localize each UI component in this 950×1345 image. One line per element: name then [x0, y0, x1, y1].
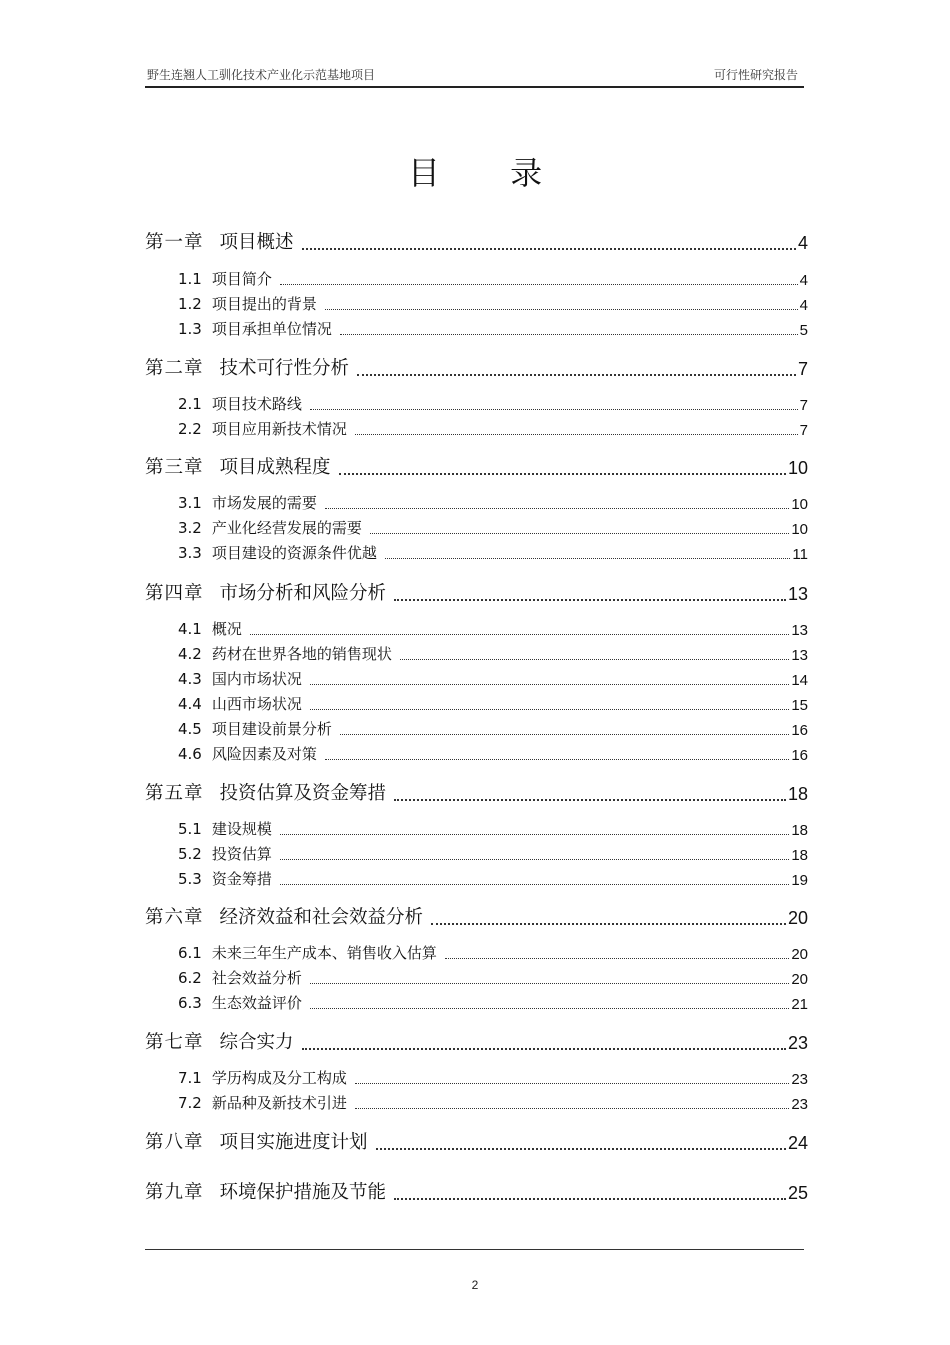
toc-entry-label	[178, 668, 302, 689]
toc-entry-label	[178, 318, 332, 339]
toc-dot-leader	[385, 557, 791, 559]
toc-entry-title: 技术可行性分析	[219, 358, 350, 379]
toc-page-number: 20	[787, 908, 808, 928]
toc-section-entry[interactable]	[178, 819, 808, 839]
toc-entry-number: 1.2	[178, 295, 202, 313]
toc-dot-leader	[394, 1197, 786, 1200]
toc-page-number: 15	[791, 697, 808, 714]
toc-page-number: 21	[791, 996, 808, 1013]
toc-page-number: 18	[791, 822, 808, 839]
toc-entry-title: 项目简介	[211, 270, 272, 288]
toc-entry-label	[178, 542, 377, 563]
toc-entry-number: 第一章	[145, 232, 204, 253]
toc-entry-number: 第三章	[145, 457, 204, 478]
toc-entry-title: 生态效益评价	[211, 994, 302, 1012]
toc-dot-leader	[355, 433, 798, 435]
toc-section-entry[interactable]	[178, 719, 808, 739]
toc-entry-label	[178, 268, 272, 289]
toc-entry-title: 项目技术路线	[211, 395, 302, 413]
toc-entry-label	[145, 1128, 368, 1154]
toc-dot-leader	[394, 598, 786, 601]
toc-entry-title: 项目实施进度计划	[219, 1132, 368, 1153]
toc-section-entry[interactable]	[178, 518, 808, 538]
toc-entry-number: 4.2	[178, 645, 202, 663]
toc-entry-label	[178, 492, 317, 513]
toc-chapter-entry[interactable]	[145, 903, 808, 929]
toc-dot-leader	[340, 333, 798, 335]
toc-page-number: 23	[787, 1033, 808, 1053]
toc-entry-label	[145, 453, 331, 479]
toc-entry-label	[178, 967, 302, 988]
toc-chapter-entry[interactable]	[145, 579, 808, 605]
toc-page-number: 4	[799, 272, 808, 289]
toc-dot-leader	[355, 1082, 789, 1084]
toc-dot-leader	[376, 1147, 786, 1150]
toc-entry-label	[145, 1178, 386, 1204]
toc-page-number: 25	[787, 1183, 808, 1203]
toc-page-number: 4	[799, 297, 808, 314]
toc-entry-title: 未来三年生产成本、销售收入估算	[211, 944, 437, 962]
footer-divider	[145, 1249, 804, 1250]
toc-page-number: 19	[791, 872, 808, 889]
toc-page-number: 16	[791, 747, 808, 764]
toc-page-number: 13	[791, 647, 808, 664]
toc-dot-leader	[325, 308, 798, 310]
toc-entry-number: 3.2	[178, 519, 202, 537]
toc-dot-leader	[310, 982, 789, 984]
toc-dot-leader	[339, 472, 786, 475]
toc-dot-leader	[280, 858, 789, 860]
toc-entry-title: 投资估算	[211, 845, 272, 863]
toc-entry-number: 3.3	[178, 544, 202, 562]
toc-entry-number: 7.2	[178, 1094, 202, 1112]
toc-title: 目 录	[407, 154, 573, 192]
toc-entry-label	[178, 743, 317, 764]
toc-chapter-entry[interactable]	[145, 228, 808, 254]
toc-entry-title: 学历构成及分工构成	[211, 1069, 347, 1087]
toc-section-entry[interactable]	[178, 669, 808, 689]
toc-section-entry[interactable]	[178, 419, 808, 439]
toc-page-number: 14	[791, 672, 808, 689]
toc-section-entry[interactable]	[178, 1068, 808, 1088]
toc-entry-title: 项目概述	[219, 232, 294, 253]
toc-entry-label	[178, 992, 302, 1013]
toc-dot-leader	[280, 283, 798, 285]
toc-entry-title: 环境保护措施及节能	[219, 1182, 387, 1203]
toc-dot-leader	[325, 507, 789, 509]
toc-entry-number: 4.1	[178, 620, 202, 638]
toc-section-entry[interactable]	[178, 943, 808, 963]
toc-entry-number: 2.1	[178, 395, 202, 413]
toc-entry-title: 项目提出的背景	[211, 295, 317, 313]
toc-entry-number: 6.3	[178, 994, 202, 1012]
toc-dot-leader	[310, 408, 798, 410]
toc-page-number: 23	[791, 1096, 808, 1113]
toc-dot-leader	[280, 883, 789, 885]
toc-page-number: 13	[791, 622, 808, 639]
toc-page-number: 7	[799, 397, 808, 414]
toc-section-entry[interactable]	[178, 294, 808, 314]
toc-chapter-entry[interactable]	[145, 779, 808, 805]
toc-entry-label	[178, 1067, 347, 1088]
toc-entry-label	[145, 228, 294, 254]
toc-entry-number: 6.1	[178, 944, 202, 962]
toc-page-number: 24	[787, 1133, 808, 1153]
toc-section-entry[interactable]	[178, 993, 808, 1013]
toc-section-entry[interactable]	[178, 968, 808, 988]
toc-page-number: 10	[791, 496, 808, 513]
toc-section-entry[interactable]	[178, 869, 808, 889]
toc-dot-leader	[280, 833, 789, 835]
toc-entry-title: 项目建设的资源条件优越	[211, 544, 377, 562]
toc-entry-number: 第二章	[145, 358, 204, 379]
toc-entry-label	[178, 718, 332, 739]
toc-page-number: 7	[799, 422, 808, 439]
toc-section-entry[interactable]	[178, 1093, 808, 1113]
toc-entry-number: 4.5	[178, 720, 202, 738]
toc-entry-title: 市场分析和风险分析	[219, 583, 387, 604]
toc-entry-label	[178, 843, 272, 864]
toc-chapter-entry[interactable]	[145, 1178, 808, 1204]
toc-entry-title: 市场发展的需要	[211, 494, 317, 512]
toc-entry-number: 第五章	[145, 783, 204, 804]
toc-page-number: 16	[791, 722, 808, 739]
toc-entry-title: 投资估算及资金筹措	[219, 783, 387, 804]
toc-entry-title: 项目建设前景分析	[211, 720, 332, 738]
toc-section-entry[interactable]	[178, 394, 808, 414]
toc-entry-title: 风险因素及对策	[211, 745, 317, 763]
toc-entry-label	[145, 779, 386, 805]
toc-dot-leader	[310, 1007, 789, 1009]
toc-entry-label	[145, 1028, 294, 1054]
toc-dot-leader	[302, 1047, 786, 1050]
toc-page-number: 20	[791, 946, 808, 963]
toc-entry-title: 国内市场状况	[211, 670, 302, 688]
toc-dot-leader	[310, 683, 789, 685]
toc-entry-number: 1.1	[178, 270, 202, 288]
toc-entry-label	[178, 643, 392, 664]
toc-chapter-entry[interactable]	[145, 1028, 808, 1054]
toc-entry-label	[145, 354, 349, 380]
toc-entry-number: 第四章	[145, 583, 204, 604]
toc-entry-number: 3.1	[178, 494, 202, 512]
toc-entry-number: 5.2	[178, 845, 202, 863]
toc-entry-title: 概况	[211, 620, 242, 638]
toc-dot-leader	[400, 658, 789, 660]
toc-entry-title: 社会效益分析	[211, 969, 302, 987]
toc-entry-number: 2.2	[178, 420, 202, 438]
toc-section-entry[interactable]	[178, 493, 808, 513]
toc-dot-leader	[445, 957, 789, 959]
toc-dot-leader	[325, 758, 789, 760]
toc-section-entry[interactable]	[178, 644, 808, 664]
toc-entry-title: 药材在世界各地的销售现状	[211, 645, 392, 663]
toc-entry-title: 建设规模	[211, 820, 272, 838]
toc-dot-leader	[355, 1107, 789, 1109]
toc-page-number: 13	[787, 584, 808, 604]
toc-entry-label	[178, 1092, 347, 1113]
toc-chapter-entry[interactable]	[145, 354, 808, 380]
toc-entry-number: 第九章	[145, 1182, 204, 1203]
toc-section-entry[interactable]	[178, 744, 808, 764]
toc-entry-number: 5.3	[178, 870, 202, 888]
page-number: 2	[471, 1278, 479, 1292]
toc-section-entry[interactable]	[178, 319, 808, 339]
toc-dot-leader	[340, 733, 789, 735]
toc-page-number: 7	[797, 359, 808, 379]
toc-page-number: 10	[787, 458, 808, 478]
toc-chapter-entry[interactable]	[145, 453, 808, 479]
toc-entry-label	[178, 818, 272, 839]
toc-page-number: 10	[791, 521, 808, 538]
toc-dot-leader	[431, 922, 786, 925]
toc-section-entry[interactable]	[178, 844, 808, 864]
toc-entry-title: 项目应用新技术情况	[211, 420, 347, 438]
page-header	[145, 64, 804, 88]
toc-dot-leader	[310, 708, 789, 710]
toc-entry-title: 山西市场状况	[211, 695, 302, 713]
toc-page-number: 18	[787, 784, 808, 804]
toc-page-number: 4	[797, 233, 808, 253]
toc-entry-number: 6.2	[178, 969, 202, 987]
toc-page-number: 18	[791, 847, 808, 864]
toc-dot-leader	[302, 247, 796, 250]
toc-section-entry[interactable]	[178, 269, 808, 289]
toc-entry-label	[178, 517, 362, 538]
toc-entry-label	[178, 418, 347, 439]
toc-entry-title: 综合实力	[219, 1032, 294, 1053]
toc-entry-label	[145, 903, 423, 929]
toc-entry-number: 4.3	[178, 670, 202, 688]
toc-entry-number: 5.1	[178, 820, 202, 838]
toc-page-number: 20	[791, 971, 808, 988]
header-report-type: 可行性研究报告	[713, 68, 798, 82]
toc-entry-label	[145, 579, 386, 605]
toc-entry-number: 1.3	[178, 320, 202, 338]
toc-entry-title: 项目成熟程度	[219, 457, 331, 478]
toc-dot-leader	[357, 373, 796, 376]
toc-entry-label	[178, 942, 437, 963]
toc-page-number: 5	[799, 322, 808, 339]
toc-entry-number: 7.1	[178, 1069, 202, 1087]
toc-entry-number: 第六章	[145, 907, 204, 928]
toc-entry-title: 新品种及新技术引进	[211, 1094, 347, 1112]
toc-entry-title: 项目承担单位情况	[211, 320, 332, 338]
toc-entry-label	[178, 293, 317, 314]
toc-chapter-entry[interactable]	[145, 1128, 808, 1154]
toc-dot-leader	[250, 633, 789, 635]
toc-entry-title: 产业化经营发展的需要	[211, 519, 362, 537]
toc-entry-number: 4.4	[178, 695, 202, 713]
header-project-title: 野生连翘人工驯化技术产业化示范基地项目	[147, 68, 376, 82]
toc-section-entry[interactable]	[178, 694, 808, 714]
toc-entry-label	[178, 868, 272, 889]
toc-entry-number: 第七章	[145, 1032, 204, 1053]
toc-entry-number: 4.6	[178, 745, 202, 763]
toc-entry-label	[178, 618, 242, 639]
toc-entry-title: 经济效益和社会效益分析	[219, 907, 424, 928]
toc-dot-leader	[370, 532, 789, 534]
toc-page-number: 23	[791, 1071, 808, 1088]
toc-entry-label	[178, 393, 302, 414]
toc-entry-title: 资金筹措	[211, 870, 272, 888]
toc-dot-leader	[394, 798, 786, 801]
toc-section-entry[interactable]	[178, 619, 808, 639]
toc-entry-number: 第八章	[145, 1132, 204, 1153]
toc-entry-label	[178, 693, 302, 714]
toc-page-number: 11	[792, 546, 808, 563]
toc-section-entry[interactable]	[178, 543, 808, 563]
